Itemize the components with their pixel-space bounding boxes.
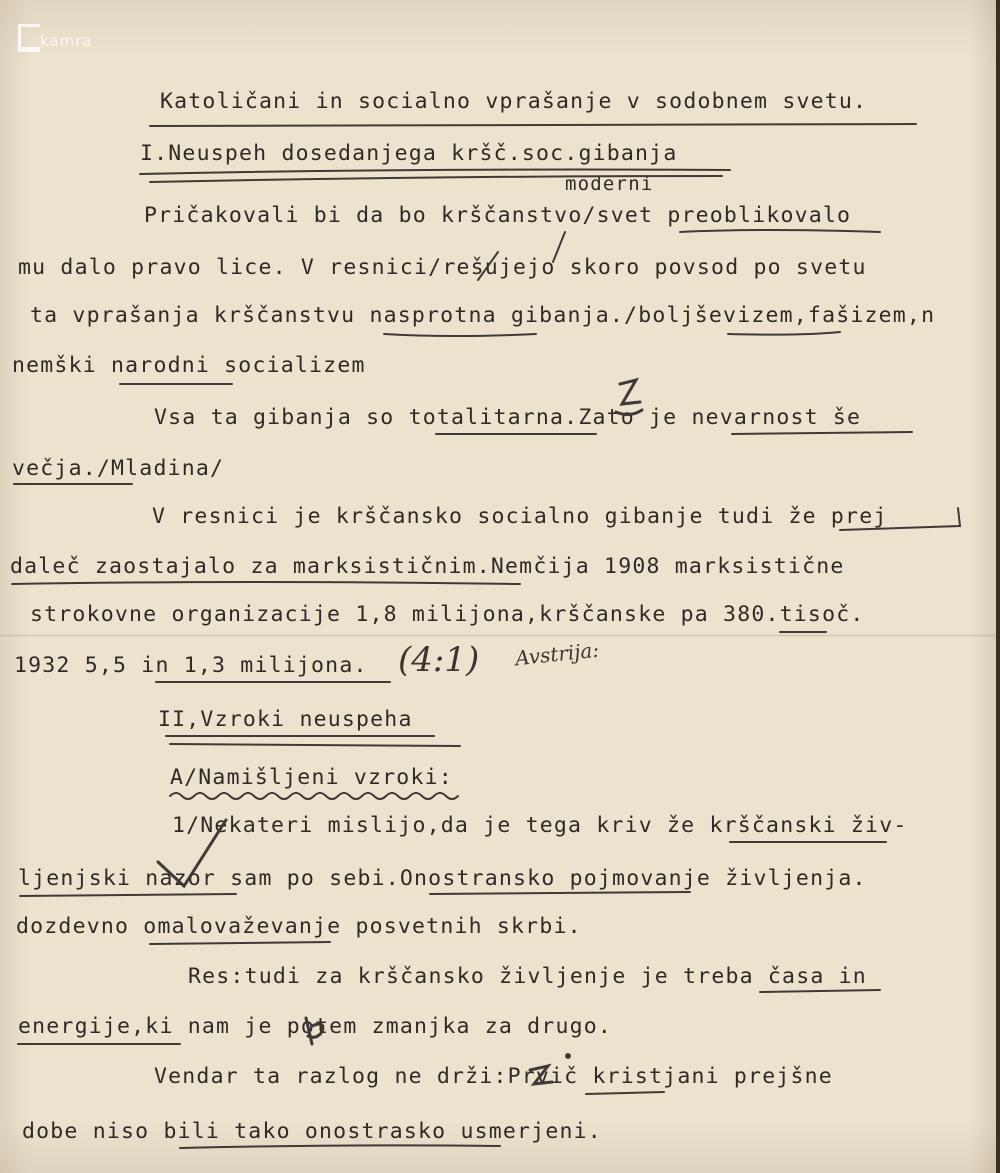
inserted-word: moderni [565,173,654,195]
section1-heading: I.Neuspeh dosedanjega kršč.soc.gibanja [140,141,678,166]
watermark-logo [14,18,134,58]
text-line-15: energije,ki nam je potem zmanjka za drugo. [18,1014,613,1039]
text-line-14: Res:tudi za krščansko življenje je treba časa in [188,964,867,989]
text-line-11: 1/Nekateri mislijo,da je tega kriv že krščanski živ- [172,813,908,838]
section2-heading: II,Vzroki neuspeha [158,707,413,732]
text-line-10: 1932 5,5 in 1,3 milijona. [14,653,368,678]
text-line-13: dozdevno omalovaževanje posvetnih skrbi. [16,914,582,939]
text-line-7: V resnici je krščansko socialno gibanje tudi že prej [152,504,888,529]
text-line-5: Vsa ta gibanja so totalitarna.Zato je nevarnost še [154,405,862,430]
text-line-1: Pričakovali bi da bo krščanstvo/svet preoblikovalo [144,203,852,228]
paper-fold [0,634,1000,637]
text-line-3: ta vprašanja krščanstvu nasprotna gibanja./boljševizem,fašizem,n [30,303,936,328]
text-line-17: dobe niso bili tako onostrasko usmerjeni. [22,1119,602,1144]
watermark-icon [18,24,40,52]
document-title: Katoličani in socialno vprašanje v sodobnem svetu. [160,89,868,114]
text-line-16: Vendar ta razlog ne drži:Prvič kristjani prejšne [154,1064,833,1089]
text-line-12: ljenjski nazor sam po sebi.Onostransko pojmovanje življenja. [18,866,867,891]
text-line-8: daleč zaostajalo za marksističnim.Nemčija 1908 marksistične [10,554,845,579]
text-line-2: mu dalo pravo lice. V resnici/rešujejo skoro povsod po svetu [18,255,867,280]
handwritten-note: Avstrija: [513,637,601,671]
text-line-6: večja./Mladina/ [12,456,225,481]
watermark-text: kamra [40,32,93,50]
text-line-9: strokovne organizacije 1,8 milijona,krščanske pa 380.tisoč. [30,602,865,627]
handwritten-ratio: (4:1) [398,640,480,680]
subsection-a-heading: A/Namišljeni vzroki: [170,765,453,790]
paper-edge [996,0,1000,1173]
text-line-4: nemški narodni socializem [12,353,366,378]
